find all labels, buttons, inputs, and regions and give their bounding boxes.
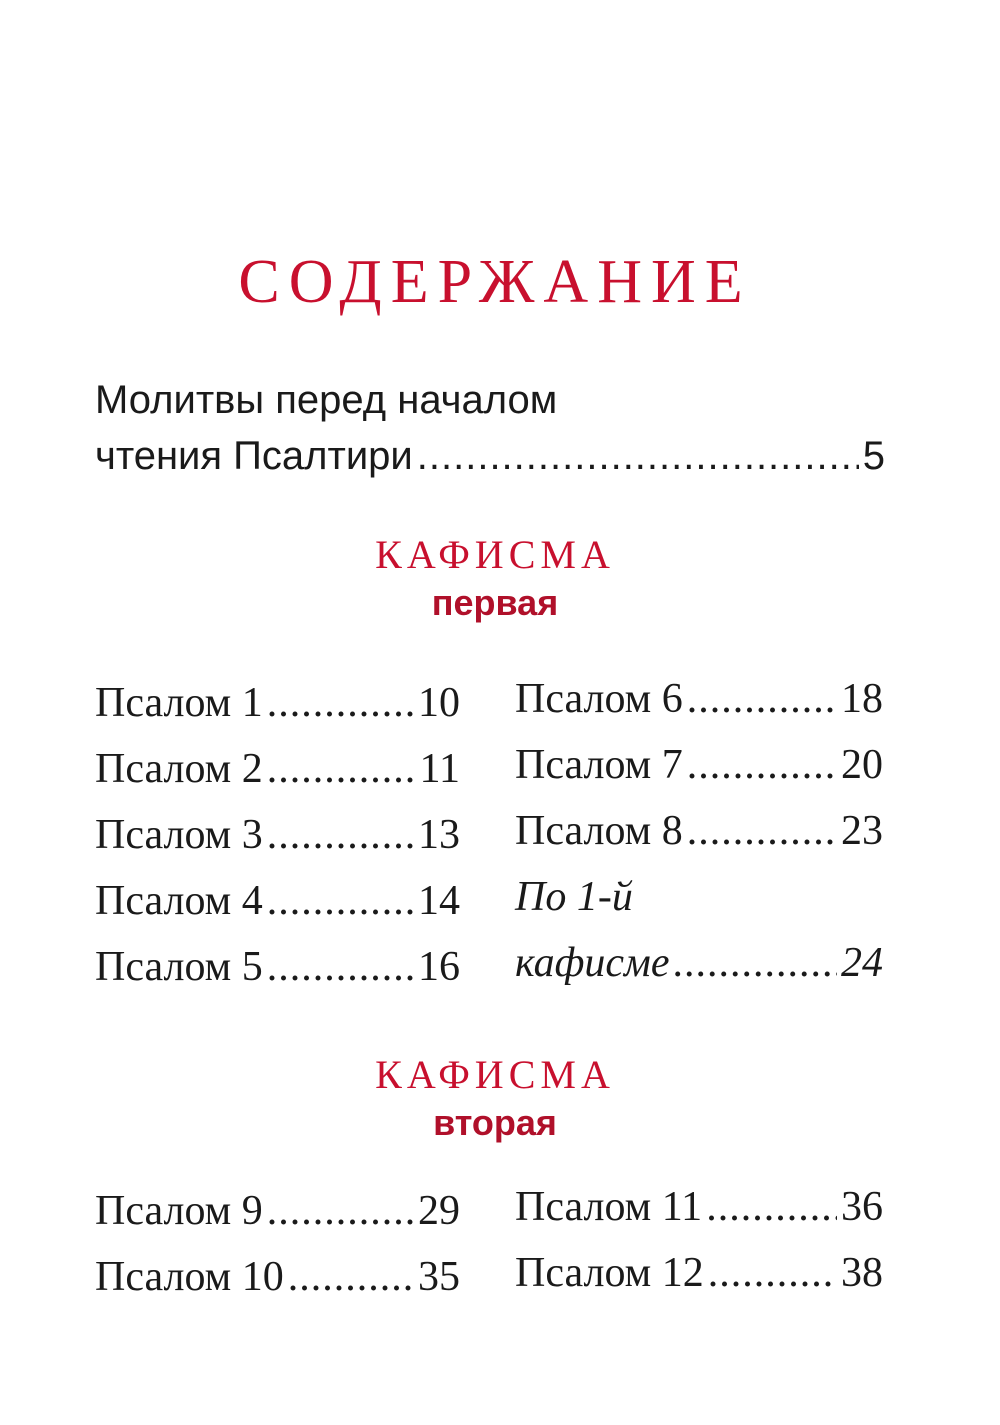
toc-entry-label: Псалом 4 (95, 878, 263, 924)
page-number: 35 (418, 1254, 460, 1300)
page-number: 13 (418, 812, 460, 858)
dot-leader (267, 868, 414, 934)
toc-entry[interactable] (515, 666, 883, 732)
page-number: 11 (419, 746, 460, 792)
page-number: 18 (841, 676, 883, 722)
page-number: 29 (418, 1188, 460, 1234)
toc-entry-label: Псалом 2 (95, 746, 263, 792)
toc-entry-label: Псалом 8 (515, 808, 683, 854)
toc-entry-label: Псалом 11 (515, 1184, 703, 1230)
toc-entry[interactable] (95, 1178, 460, 1244)
kathisma-2-left-column (95, 1178, 460, 1310)
dot-leader (288, 1244, 414, 1310)
kathisma-heading-2 (0, 1050, 990, 1146)
dot-leader (267, 802, 414, 868)
dot-leader (674, 930, 837, 996)
dot-leader (417, 428, 859, 484)
dot-leader (708, 1240, 837, 1306)
page-number: 14 (418, 878, 460, 924)
kathisma-1-right-column (515, 666, 883, 996)
kathisma-2-right-column (515, 1174, 883, 1306)
page-number: 20 (841, 742, 883, 788)
toc-entry-label: Псалом 6 (515, 676, 683, 722)
dot-leader (706, 1174, 837, 1240)
kathisma-title: КАФИСМА (375, 532, 615, 577)
page-number: 24 (841, 940, 883, 986)
toc-entry[interactable] (515, 732, 883, 798)
toc-entry[interactable] (95, 802, 460, 868)
dot-leader (267, 1178, 414, 1244)
toc-entry[interactable] (95, 736, 460, 802)
toc-entry-label: чтения Псалтири (95, 434, 413, 478)
toc-entry-label: Молитвы перед началом (95, 378, 558, 422)
toc-entry[interactable] (515, 1174, 883, 1240)
toc-entry-label: Псалом 10 (95, 1254, 284, 1300)
page-number: 23 (841, 808, 883, 854)
toc-entry[interactable] (95, 934, 460, 1000)
kathisma-subtitle: вторая (433, 1102, 557, 1143)
dot-leader (687, 732, 837, 798)
page-number: 16 (418, 944, 460, 990)
dot-leader (267, 670, 414, 736)
toc-entry-label: Псалом 1 (95, 680, 263, 726)
dot-leader (687, 666, 837, 732)
dot-leader (267, 934, 414, 1000)
dot-leader (687, 798, 837, 864)
page-number: 38 (841, 1250, 883, 1296)
kathisma-1-left-column (95, 670, 460, 1000)
page-number: 36 (841, 1184, 883, 1230)
toc-entry-label: Псалом 9 (95, 1188, 263, 1234)
toc-entry-label: Псалом 7 (515, 742, 683, 788)
toc-entry-prayers[interactable] (95, 372, 885, 484)
toc-entry[interactable] (515, 798, 883, 864)
kathisma-heading-1 (0, 530, 990, 626)
toc-entry[interactable] (95, 868, 460, 934)
toc-entry[interactable] (95, 670, 460, 736)
toc-entry-label: Псалом 5 (95, 944, 263, 990)
kathisma-title: КАФИСМА (375, 1052, 615, 1097)
page-title: СОДЕРЖАНИЕ (238, 248, 752, 316)
toc-entry-label: кафисме (515, 940, 670, 986)
page-number: 10 (418, 680, 460, 726)
toc-entry-after-kathisma[interactable] (515, 864, 883, 996)
toc-entry[interactable] (95, 1244, 460, 1310)
dot-leader (267, 736, 416, 802)
toc-entry-label: Псалом 3 (95, 812, 263, 858)
page-number: 5 (862, 434, 885, 478)
toc-entry[interactable] (515, 1240, 883, 1306)
kathisma-subtitle: первая (431, 582, 559, 623)
toc-entry-label: Псалом 12 (515, 1250, 704, 1296)
toc-entry-label: По 1-й (515, 874, 633, 920)
